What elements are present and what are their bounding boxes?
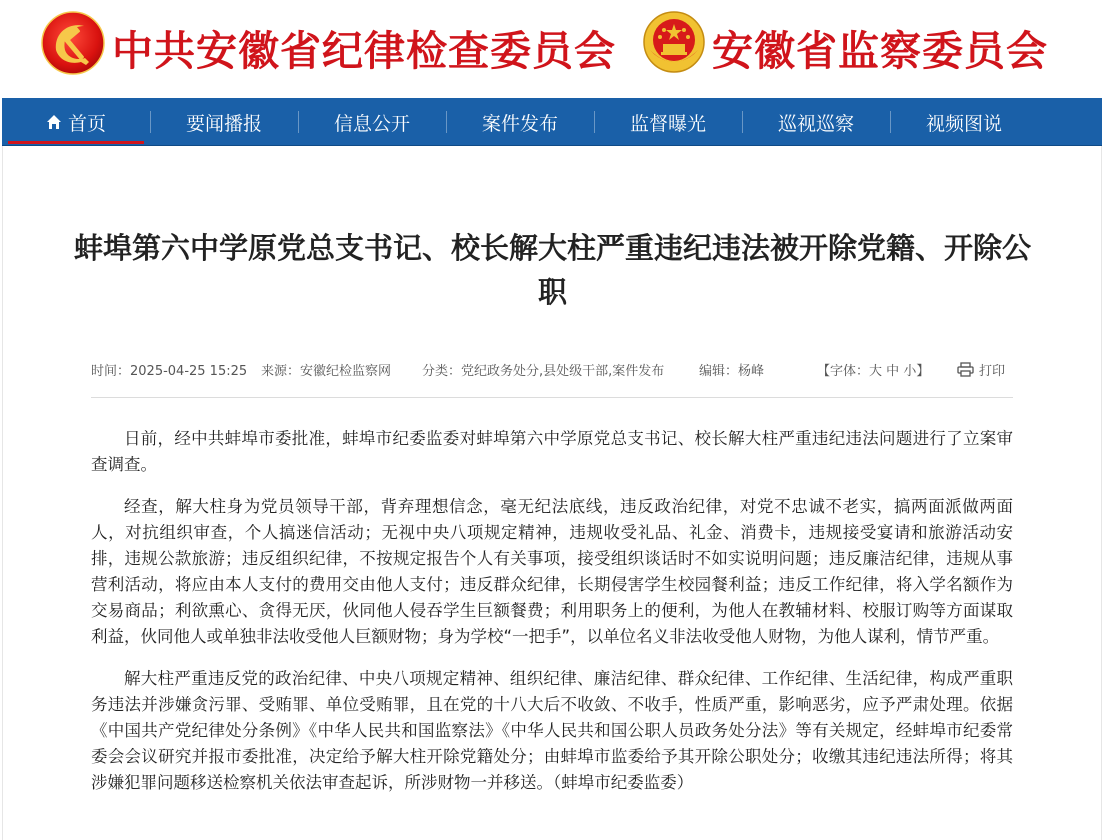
nav-item-label: 案件发布: [481, 112, 558, 135]
font-size-switcher: [817, 360, 929, 379]
article-paragraph: 经查，解大柱身为党员领导干部，背弃理想信念，毫无纪法底线，违反政治纪律，对党不忠诚不老实，搞两面派做两面人，对抗组织审查，个人搞迷信活动；无视中央八项规定精神，违规收受礼品、礼金、消费卡，违规接受宴请和旅游活动安排，违规公款旅游；违反组织纪律，不按规定报告个人有关事项，接受组织谈话时不如实说明问题；违反廉洁纪律，违规从事营利活动，将应由本人支付的费用交由他人支付；违反群众纪律，长期侵害学生校园餐利益；违反工作纪律，将入学名额作为交易商品；利欲熏心、贪得无厌，伙同他人侵吞学生巨额餐费；利用职务上的便利，为他人在教辅材料、校服订购等方面谋取利益，伙同他人或单独非法收受他人巨额财物；身为学校“一把手”，以单位名义非法收受他人财物，为他人谋利，情节严重。: [91, 497, 1013, 646]
nav-item-info-disclosure[interactable]: [298, 98, 446, 146]
article-paragraph: 解大柱严重违反党的政治纪律、中央八项规定精神、组织纪律、廉洁纪律、群众纪律、工作纪律、生活纪律，构成严重职务违法并涉嫌贪污罪、受贿罪、单位受贿罪，且在党的十八大后不收敛、不收手，性质严重，影响恶劣，应予严肃处理。依据《中国共产党纪律处分条例》《中华人民共和国监察法》《中华人民共和国公职人员政务处分法》等有关规定，经蚌埠市纪委常委会会议研究并报市委批准，决定给予解大柱开除党籍处分；由蚌埠市监委给予其开除公职处分；收缴其违纪违法所得；将其涉嫌犯罪问题移送检察机关依法审查起诉，所涉财物一并移送。（蚌埠市纪委监委）: [91, 669, 1013, 792]
nav-item-inspection[interactable]: [742, 98, 890, 146]
nav-item-news[interactable]: [150, 98, 298, 146]
article-title: 蚌埠第六中学原党总支书记、校长解大柱严重违纪违法被开除党籍、开除公职: [73, 231, 1031, 309]
nav-item-home[interactable]: [2, 98, 150, 146]
font-size-medium-button[interactable]: 中: [886, 364, 900, 379]
nav-item-label: 首页: [67, 112, 106, 135]
nav-item-label: 要闻播报: [185, 112, 262, 135]
article-body: [91, 426, 1013, 812]
supervisory-commission-title: 安徽省监察委员会: [712, 27, 1048, 75]
main-nav: [2, 98, 1102, 146]
nav-item-label: 巡视巡察: [777, 112, 854, 135]
nav-item-label: 视频图说: [925, 112, 1002, 135]
font-size-prefix: 【字体：: [817, 364, 870, 379]
font-size-suffix: 】: [916, 364, 930, 379]
printer-icon: [957, 362, 974, 377]
font-size-large-button[interactable]: 大: [869, 364, 883, 379]
nav-item-video[interactable]: [890, 98, 1038, 146]
national-emblem-icon: [642, 10, 706, 74]
article-paragraph: 日前，经中共蚌埠市委批准，蚌埠市纪委监委对蚌埠第六中学原党总支书记、校长解大柱严重违纪违法问题进行了立案审查调查。: [91, 429, 1013, 474]
publish-time: 时间：2025-04-25 15:25: [91, 364, 248, 379]
nav-item-case-release[interactable]: [446, 98, 594, 146]
print-button[interactable]: [957, 360, 1005, 379]
site-header: [0, 0, 1105, 98]
party-emblem-icon: [40, 10, 106, 76]
meta-divider: [91, 397, 1013, 398]
party-committee-title: 中共安徽省纪律检查委员会: [112, 27, 616, 75]
article-category: 分类：党纪政务处分,县处级干部,案件发布: [422, 364, 665, 379]
article-meta: [91, 360, 1016, 380]
print-label: 打印: [979, 364, 1006, 379]
home-icon: [46, 114, 62, 130]
article-editor: 编辑：杨峰: [699, 364, 765, 379]
font-size-small-button[interactable]: 小: [903, 364, 917, 379]
article-source: 来源：安徽纪检监察网: [261, 364, 392, 379]
nav-item-exposure[interactable]: [594, 98, 742, 146]
nav-item-label: 监督曝光: [629, 112, 706, 135]
nav-item-label: 信息公开: [333, 112, 410, 135]
